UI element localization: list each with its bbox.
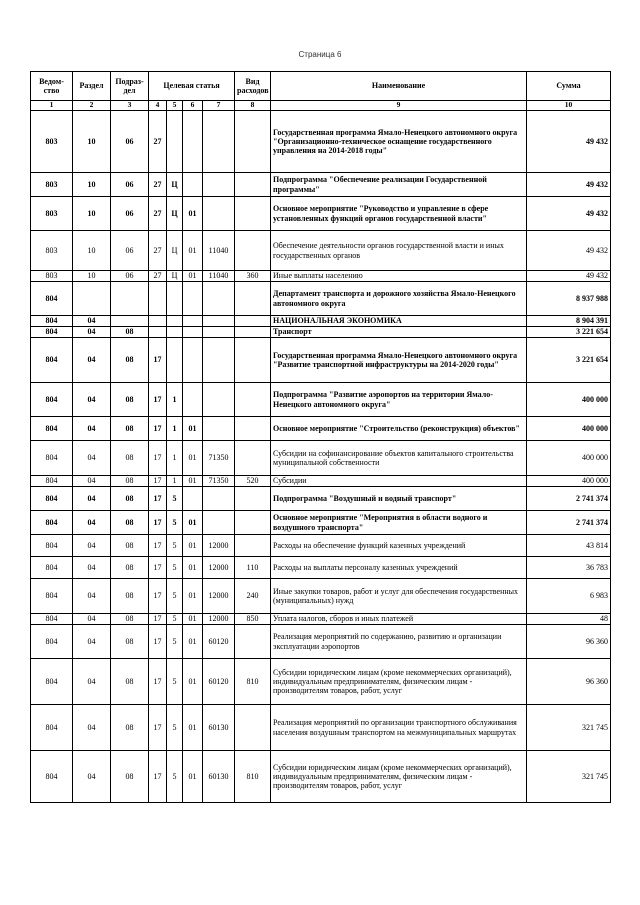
cell-podrazdel: 08 (111, 625, 149, 659)
cell-razdel: 10 (73, 111, 111, 173)
cell-vedomstvo: 804 (31, 535, 73, 557)
cell-cs-1: 17 (149, 579, 167, 614)
cell-razdel: 04 (73, 557, 111, 579)
cell-podrazdel: 08 (111, 751, 149, 803)
cell-vid-rashodov (235, 282, 271, 316)
header-vid-rashodov: Вид расходов (235, 72, 271, 101)
column-numbers-row (31, 101, 611, 111)
cell-cs-4 (203, 316, 235, 327)
cell-cs-4: 12000 (203, 614, 235, 625)
cell-cs-4: 11040 (203, 231, 235, 271)
cell-podrazdel: 06 (111, 173, 149, 197)
cell-cs-4 (203, 338, 235, 383)
cell-vedomstvo: 804 (31, 441, 73, 476)
cell-cs-2: Ц (167, 271, 183, 282)
cell-naimenovanie: Государственная программа Ямало-Ненецкого автономного округа "Организационно-техническое оснащение государственного управления на 2014-2018 годы" (271, 111, 527, 173)
cell-podrazdel (111, 282, 149, 316)
cell-cs-4: 60120 (203, 659, 235, 705)
cell-cs-2: 5 (167, 511, 183, 535)
cell-vedomstvo: 804 (31, 511, 73, 535)
cell-razdel (73, 282, 111, 316)
cell-vedomstvo: 804 (31, 383, 73, 417)
cell-cs-4: 12000 (203, 535, 235, 557)
cell-cs-3: 01 (183, 271, 203, 282)
table-row (31, 197, 611, 231)
cell-cs-3 (183, 173, 203, 197)
cell-vid-rashodov (235, 441, 271, 476)
cell-cs-2: Ц (167, 231, 183, 271)
cell-vedomstvo: 804 (31, 338, 73, 383)
cell-cs-2: 5 (167, 579, 183, 614)
table-row (31, 441, 611, 476)
cell-razdel: 04 (73, 751, 111, 803)
table-row (31, 282, 611, 316)
cell-naimenovanie: Субсидии юридическим лицам (кроме некоммерческих организаций), индивидуальным предпринимателям, физическим лицам - производителям товаров, работ, услуг (271, 751, 527, 803)
cell-vedomstvo: 804 (31, 705, 73, 751)
cell-cs-2: 1 (167, 383, 183, 417)
cell-podrazdel: 06 (111, 111, 149, 173)
cell-vedomstvo: 804 (31, 751, 73, 803)
cell-naimenovanie: Подпрограмма "Развитие аэропортов на территории Ямало-Ненецкого автономного округа" (271, 383, 527, 417)
cell-cs-2: 5 (167, 614, 183, 625)
cell-cs-4: 12000 (203, 557, 235, 579)
cell-naimenovanie: Иные выплаты населению (271, 271, 527, 282)
table-row (31, 579, 611, 614)
cell-cs-3: 01 (183, 231, 203, 271)
cell-cs-2: 1 (167, 417, 183, 441)
cell-vid-rashodov (235, 338, 271, 383)
cell-naimenovanie: Расходы на обеспечение функций казенных учреждений (271, 535, 527, 557)
cell-podrazdel: 06 (111, 231, 149, 271)
cell-summa: 49 432 (527, 231, 611, 271)
table-row (31, 511, 611, 535)
cell-vid-rashodov: 850 (235, 614, 271, 625)
cell-cs-3: 01 (183, 441, 203, 476)
col-number: 8 (235, 101, 271, 111)
cell-summa: 49 432 (527, 271, 611, 282)
cell-cs-3: 01 (183, 511, 203, 535)
cell-naimenovanie: Иные закупки товаров, работ и услуг для обеспечения государственных (муниципальных) нужд (271, 579, 527, 614)
cell-podrazdel: 08 (111, 511, 149, 535)
cell-razdel: 10 (73, 173, 111, 197)
cell-summa: 3 221 654 (527, 338, 611, 383)
cell-cs-2 (167, 282, 183, 316)
cell-vid-rashodov (235, 231, 271, 271)
cell-cs-3: 01 (183, 557, 203, 579)
cell-podrazdel: 08 (111, 659, 149, 705)
cell-cs-1: 17 (149, 535, 167, 557)
cell-razdel: 04 (73, 383, 111, 417)
cell-cs-2 (167, 327, 183, 338)
cell-cs-2: 5 (167, 705, 183, 751)
cell-vid-rashodov (235, 705, 271, 751)
cell-cs-1 (149, 316, 167, 327)
cell-naimenovanie: НАЦИОНАЛЬНАЯ ЭКОНОМИКА (271, 316, 527, 327)
cell-cs-4: 71350 (203, 476, 235, 487)
cell-cs-2: 5 (167, 659, 183, 705)
cell-cs-1: 27 (149, 197, 167, 231)
budget-table (30, 71, 611, 803)
cell-cs-1: 17 (149, 383, 167, 417)
col-number: 4 (149, 101, 167, 111)
table-row (31, 111, 611, 173)
cell-vedomstvo: 803 (31, 197, 73, 231)
cell-podrazdel: 08 (111, 327, 149, 338)
table-row (31, 271, 611, 282)
cell-summa: 3 221 654 (527, 327, 611, 338)
cell-naimenovanie: Субсидии (271, 476, 527, 487)
cell-naimenovanie: Департамент транспорта и дорожного хозяйства Ямало-Ненецкого автономного округа (271, 282, 527, 316)
cell-razdel: 04 (73, 659, 111, 705)
cell-cs-3 (183, 111, 203, 173)
col-number: 7 (203, 101, 235, 111)
cell-cs-3: 01 (183, 476, 203, 487)
cell-summa: 400 000 (527, 441, 611, 476)
cell-vedomstvo: 803 (31, 231, 73, 271)
cell-cs-1: 27 (149, 111, 167, 173)
cell-cs-2: 1 (167, 476, 183, 487)
cell-razdel: 04 (73, 487, 111, 511)
cell-cs-4 (203, 111, 235, 173)
cell-summa: 96 360 (527, 625, 611, 659)
cell-razdel: 04 (73, 327, 111, 338)
col-number: 5 (167, 101, 183, 111)
cell-naimenovanie: Основное мероприятие "Строительство (реконструкция) объектов" (271, 417, 527, 441)
cell-podrazdel: 08 (111, 338, 149, 383)
header-naimenovanie: Наименование (271, 72, 527, 101)
cell-vid-rashodov (235, 487, 271, 511)
table-row (31, 625, 611, 659)
cell-cs-4 (203, 383, 235, 417)
table-row (31, 751, 611, 803)
cell-podrazdel: 08 (111, 557, 149, 579)
cell-cs-3: 01 (183, 579, 203, 614)
cell-cs-2 (167, 338, 183, 383)
cell-cs-1: 17 (149, 511, 167, 535)
cell-cs-1: 17 (149, 557, 167, 579)
header-vedomstvo: Ведом-ство (31, 72, 73, 101)
cell-cs-1 (149, 282, 167, 316)
cell-summa: 8 937 988 (527, 282, 611, 316)
cell-cs-4 (203, 487, 235, 511)
col-number: 10 (527, 101, 611, 111)
cell-vedomstvo: 804 (31, 614, 73, 625)
cell-cs-2: Ц (167, 197, 183, 231)
cell-cs-3 (183, 383, 203, 417)
cell-razdel: 04 (73, 614, 111, 625)
col-number: 9 (271, 101, 527, 111)
table-row (31, 476, 611, 487)
cell-cs-3: 01 (183, 417, 203, 441)
cell-vedomstvo: 804 (31, 327, 73, 338)
cell-vedomstvo: 804 (31, 579, 73, 614)
table-row (31, 338, 611, 383)
cell-cs-1: 17 (149, 614, 167, 625)
cell-razdel: 04 (73, 579, 111, 614)
cell-vedomstvo: 804 (31, 417, 73, 441)
table-row (31, 383, 611, 417)
cell-podrazdel: 08 (111, 383, 149, 417)
cell-cs-2 (167, 316, 183, 327)
cell-razdel: 04 (73, 476, 111, 487)
cell-naimenovanie: Подпрограмма "Воздушный и водный транспорт" (271, 487, 527, 511)
cell-cs-4: 12000 (203, 579, 235, 614)
cell-cs-4 (203, 173, 235, 197)
cell-cs-1: 27 (149, 173, 167, 197)
cell-podrazdel (111, 316, 149, 327)
cell-cs-1: 17 (149, 417, 167, 441)
cell-vid-rashodov (235, 535, 271, 557)
col-number: 2 (73, 101, 111, 111)
cell-podrazdel: 08 (111, 476, 149, 487)
cell-cs-1: 17 (149, 659, 167, 705)
table-row (31, 231, 611, 271)
cell-summa: 400 000 (527, 383, 611, 417)
cell-naimenovanie: Транспорт (271, 327, 527, 338)
cell-cs-4 (203, 417, 235, 441)
cell-razdel: 04 (73, 338, 111, 383)
cell-naimenovanie: Основное мероприятие "Мероприятия в области водного и воздушного транспорта" (271, 511, 527, 535)
cell-vedomstvo: 804 (31, 476, 73, 487)
cell-summa: 400 000 (527, 417, 611, 441)
table-row (31, 327, 611, 338)
cell-vid-rashodov (235, 511, 271, 535)
cell-podrazdel: 08 (111, 535, 149, 557)
cell-summa: 48 (527, 614, 611, 625)
table-row (31, 557, 611, 579)
cell-cs-2: 5 (167, 751, 183, 803)
cell-cs-2: 5 (167, 535, 183, 557)
cell-cs-1 (149, 327, 167, 338)
cell-cs-3: 01 (183, 614, 203, 625)
cell-cs-2: 5 (167, 487, 183, 511)
cell-vid-rashodov: 110 (235, 557, 271, 579)
table-row (31, 173, 611, 197)
cell-razdel: 04 (73, 535, 111, 557)
cell-cs-4: 60130 (203, 751, 235, 803)
cell-naimenovanie: Основное мероприятие "Руководство и управление в сфере установленных функций органов государственной власти" (271, 197, 527, 231)
cell-cs-2: Ц (167, 173, 183, 197)
table-body (31, 111, 611, 803)
cell-razdel: 04 (73, 417, 111, 441)
cell-summa: 49 432 (527, 111, 611, 173)
cell-naimenovanie: Подпрограмма "Обеспечение реализации Государственной программы" (271, 173, 527, 197)
header-summa: Сумма (527, 72, 611, 101)
cell-podrazdel: 06 (111, 197, 149, 231)
cell-vedomstvo: 804 (31, 282, 73, 316)
cell-cs-4 (203, 197, 235, 231)
cell-cs-3: 01 (183, 705, 203, 751)
table-row (31, 614, 611, 625)
cell-cs-4 (203, 327, 235, 338)
cell-naimenovanie: Реализация мероприятий по содержанию, развитию и организации эксплуатации аэропортов (271, 625, 527, 659)
cell-cs-1: 17 (149, 338, 167, 383)
cell-vid-rashodov: 810 (235, 751, 271, 803)
cell-summa: 321 745 (527, 705, 611, 751)
cell-cs-1: 17 (149, 625, 167, 659)
cell-razdel: 04 (73, 625, 111, 659)
cell-cs-4 (203, 282, 235, 316)
cell-vid-rashodov: 810 (235, 659, 271, 705)
cell-summa: 43 814 (527, 535, 611, 557)
cell-naimenovanie: Субсидии на софинансирование объектов капитального строительства муниципальной собственности (271, 441, 527, 476)
col-number: 3 (111, 101, 149, 111)
cell-vedomstvo: 803 (31, 271, 73, 282)
cell-vid-rashodov (235, 197, 271, 231)
cell-vid-rashodov (235, 173, 271, 197)
cell-vedomstvo: 803 (31, 173, 73, 197)
cell-cs-4: 60130 (203, 705, 235, 751)
cell-vid-rashodov (235, 417, 271, 441)
cell-summa: 49 432 (527, 173, 611, 197)
cell-razdel: 10 (73, 231, 111, 271)
cell-vid-rashodov: 240 (235, 579, 271, 614)
cell-razdel: 04 (73, 705, 111, 751)
cell-summa: 2 741 374 (527, 511, 611, 535)
cell-vedomstvo: 804 (31, 487, 73, 511)
cell-naimenovanie: Реализация мероприятий по организации транспортного обслуживания населения воздушным транспортом на межмуниципальных маршрутах (271, 705, 527, 751)
cell-razdel: 10 (73, 271, 111, 282)
cell-summa: 400 000 (527, 476, 611, 487)
cell-cs-4: 60120 (203, 625, 235, 659)
cell-vid-rashodov (235, 111, 271, 173)
cell-summa: 6 983 (527, 579, 611, 614)
cell-cs-4: 11040 (203, 271, 235, 282)
cell-vid-rashodov (235, 316, 271, 327)
cell-vedomstvo: 803 (31, 111, 73, 173)
cell-podrazdel: 08 (111, 579, 149, 614)
cell-podrazdel: 08 (111, 614, 149, 625)
table-row (31, 705, 611, 751)
cell-cs-3: 01 (183, 535, 203, 557)
table-row (31, 535, 611, 557)
cell-naimenovanie: Расходы на выплаты персоналу казенных учреждений (271, 557, 527, 579)
cell-cs-1: 17 (149, 705, 167, 751)
cell-naimenovanie: Уплата налогов, сборов и иных платежей (271, 614, 527, 625)
cell-vid-rashodov: 520 (235, 476, 271, 487)
page-label: Страница 6 (298, 50, 342, 59)
cell-cs-1: 17 (149, 751, 167, 803)
cell-cs-2: 1 (167, 441, 183, 476)
cell-cs-3 (183, 282, 203, 316)
cell-vid-rashodov (235, 383, 271, 417)
cell-cs-1: 17 (149, 441, 167, 476)
cell-cs-2: 5 (167, 625, 183, 659)
cell-cs-1: 27 (149, 271, 167, 282)
col-number: 1 (31, 101, 73, 111)
cell-vedomstvo: 804 (31, 316, 73, 327)
cell-cs-3 (183, 316, 203, 327)
cell-cs-3 (183, 487, 203, 511)
cell-cs-2 (167, 111, 183, 173)
cell-naimenovanie: Субсидии юридическим лицам (кроме некоммерческих организаций), индивидуальным предпринимателям, физическим лицам - производителям товаров, работ, услуг (271, 659, 527, 705)
cell-cs-3: 01 (183, 197, 203, 231)
cell-summa: 321 745 (527, 751, 611, 803)
cell-razdel: 10 (73, 197, 111, 231)
cell-cs-3 (183, 327, 203, 338)
cell-summa: 36 783 (527, 557, 611, 579)
cell-razdel: 04 (73, 511, 111, 535)
cell-podrazdel: 08 (111, 705, 149, 751)
cell-podrazdel: 08 (111, 441, 149, 476)
cell-cs-3 (183, 338, 203, 383)
cell-cs-3: 01 (183, 659, 203, 705)
cell-cs-3: 01 (183, 751, 203, 803)
cell-podrazdel: 08 (111, 417, 149, 441)
cell-cs-1: 17 (149, 487, 167, 511)
cell-summa: 96 360 (527, 659, 611, 705)
cell-podrazdel: 08 (111, 487, 149, 511)
cell-razdel: 04 (73, 316, 111, 327)
cell-vedomstvo: 804 (31, 659, 73, 705)
cell-vedomstvo: 804 (31, 625, 73, 659)
cell-naimenovanie: Государственная программа Ямало-Ненецкого автономного округа "Развитие транспортной инфраструктуры на 2014-2020 годы" (271, 338, 527, 383)
cell-vid-rashodov: 360 (235, 271, 271, 282)
cell-razdel: 04 (73, 441, 111, 476)
cell-cs-4 (203, 511, 235, 535)
cell-cs-1: 27 (149, 231, 167, 271)
cell-vid-rashodov (235, 327, 271, 338)
header-celevaya-statya: Целевая статья (149, 72, 235, 101)
cell-cs-1: 17 (149, 476, 167, 487)
table-row (31, 659, 611, 705)
cell-cs-4: 71350 (203, 441, 235, 476)
cell-naimenovanie: Обеспечение деятельности органов государственной власти и иных государственных органов (271, 231, 527, 271)
cell-vid-rashodov (235, 625, 271, 659)
cell-summa: 49 432 (527, 197, 611, 231)
cell-podrazdel: 06 (111, 271, 149, 282)
header-razdel: Раздел (73, 72, 111, 101)
col-number: 6 (183, 101, 203, 111)
table-header (31, 72, 611, 111)
table-row (31, 316, 611, 327)
cell-summa: 2 741 374 (527, 487, 611, 511)
cell-vedomstvo: 804 (31, 557, 73, 579)
table-row (31, 417, 611, 441)
cell-summa: 8 904 391 (527, 316, 611, 327)
header-podrazdel: Подраз-дел (111, 72, 149, 101)
cell-cs-3: 01 (183, 625, 203, 659)
table-row (31, 487, 611, 511)
cell-cs-2: 5 (167, 557, 183, 579)
